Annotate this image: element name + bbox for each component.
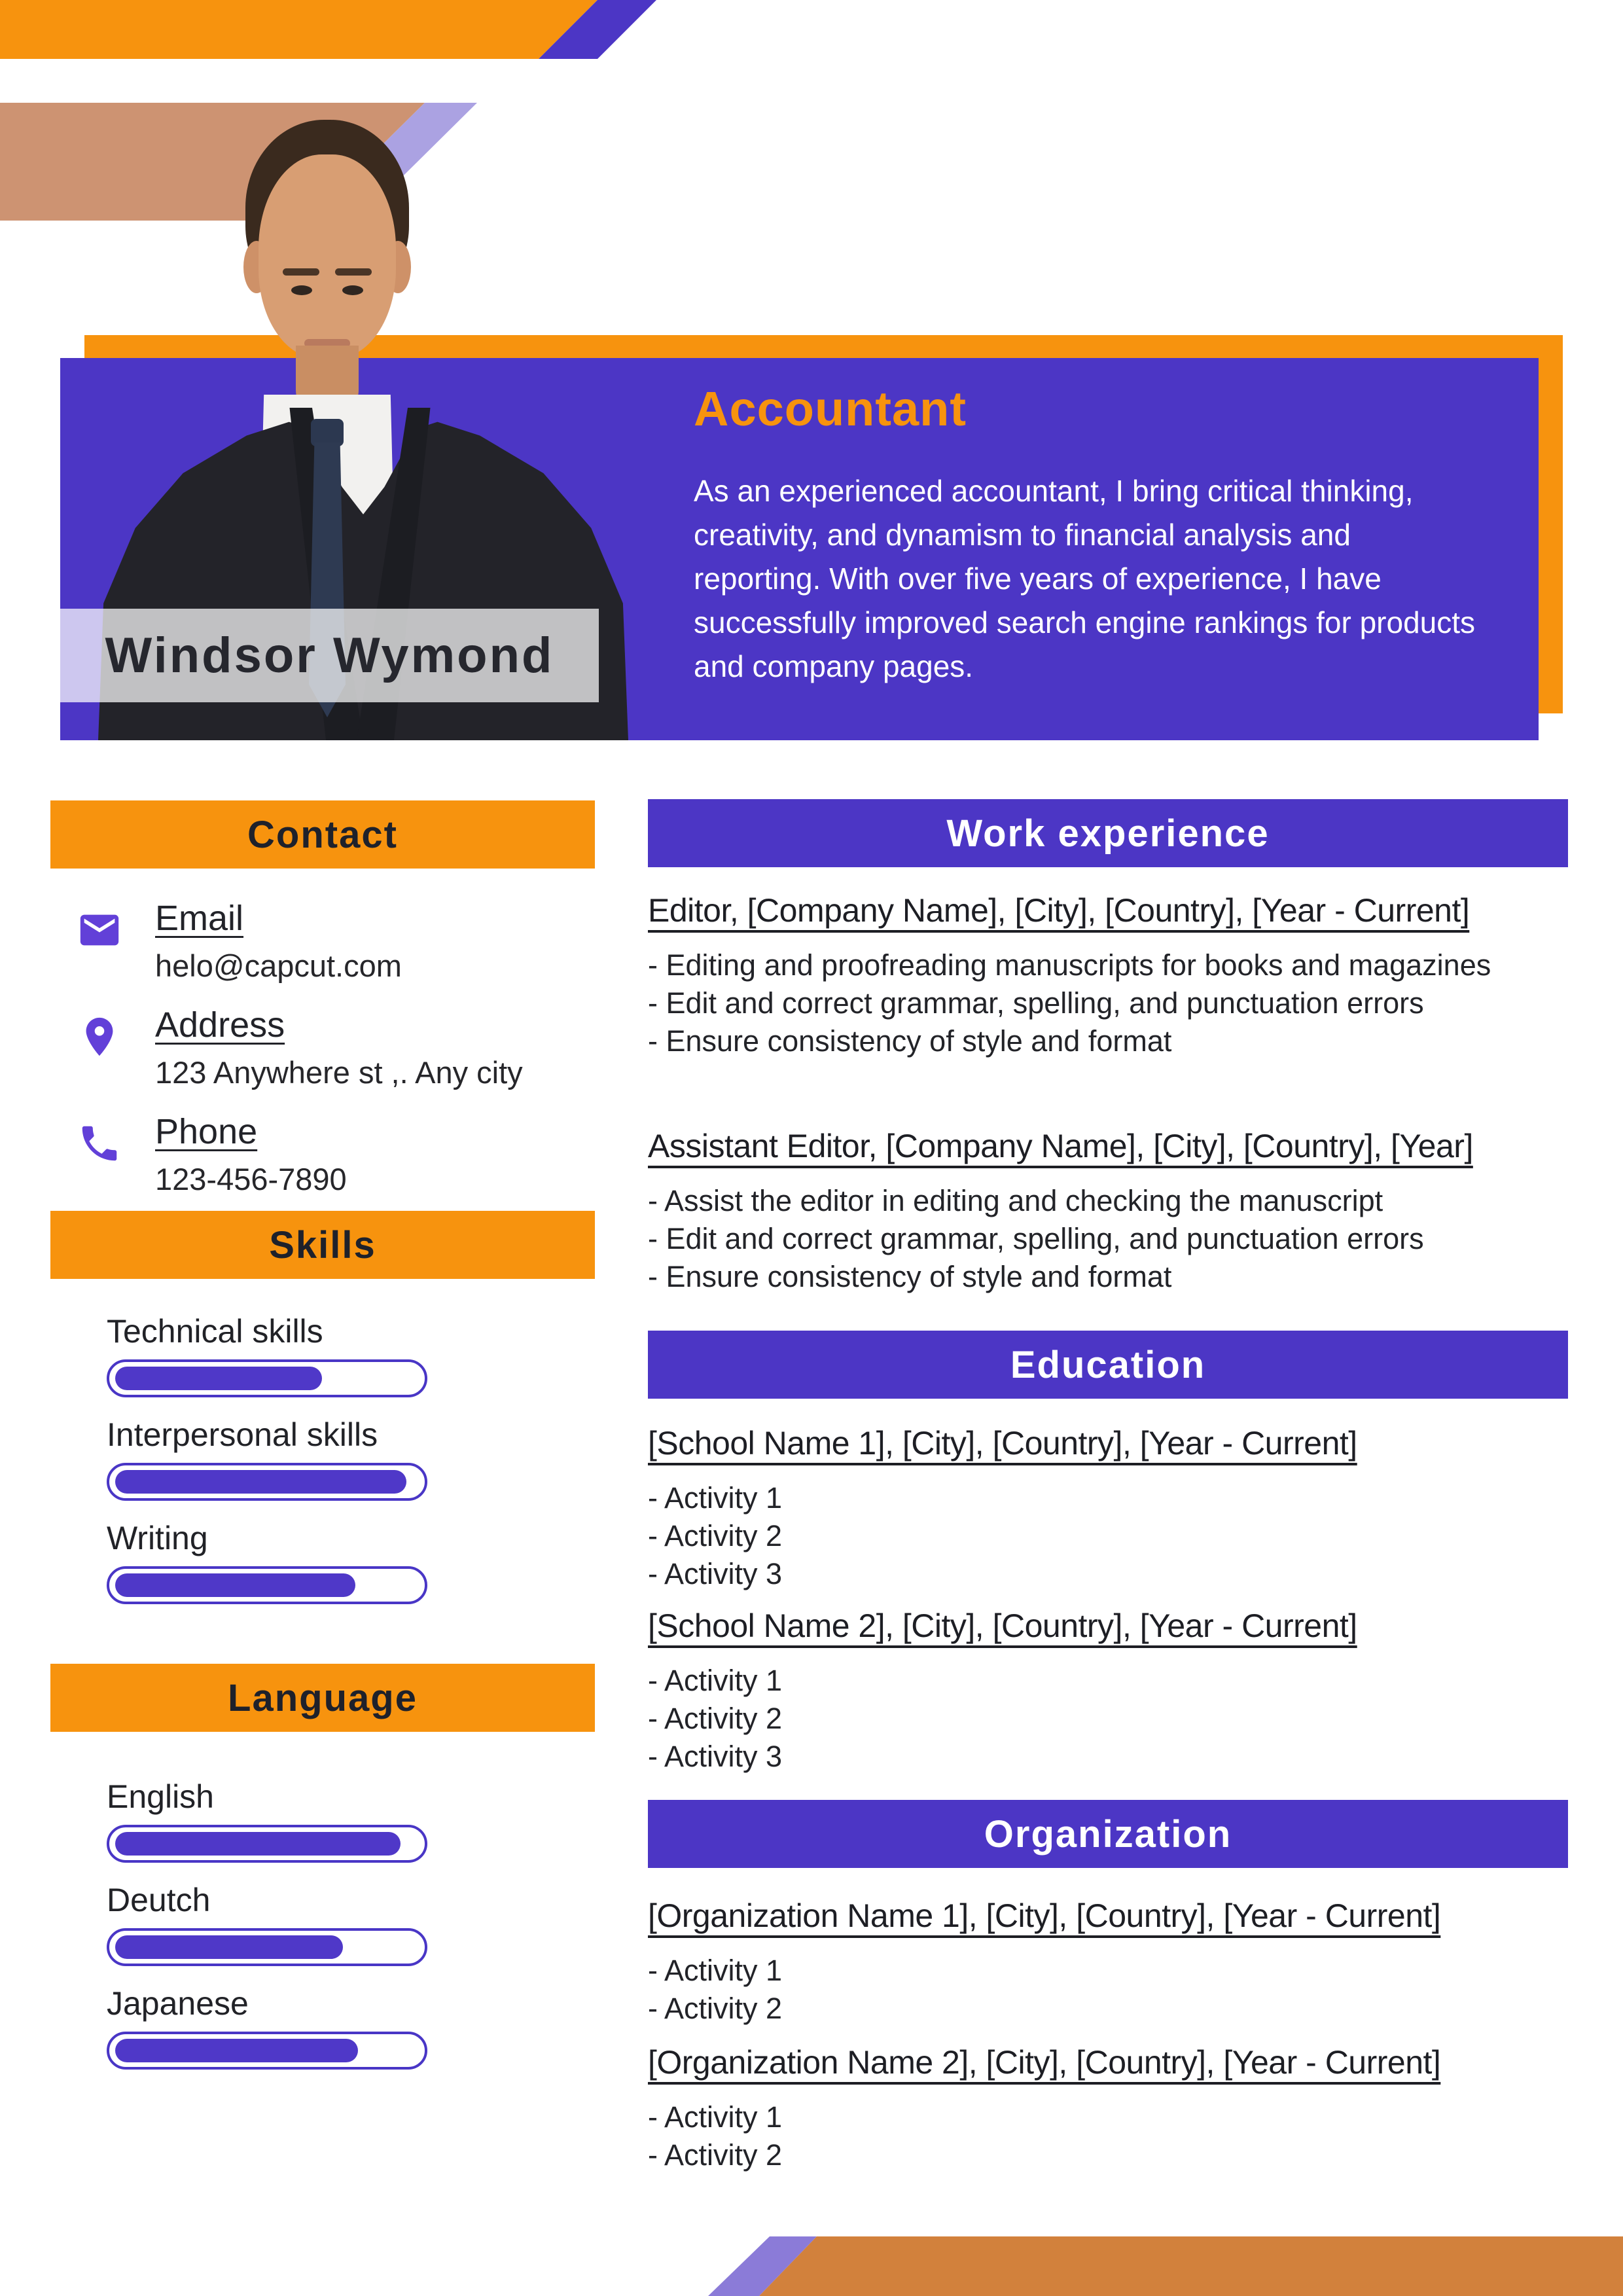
progress-fill	[115, 2039, 358, 2062]
contact-value: 123-456-7890	[155, 1162, 347, 1196]
work-entry	[648, 1127, 1568, 1296]
bullet: - Activity 2	[648, 2138, 783, 2172]
entry-heading: [Organization Name 2], [City], [Country], [Year - Current]	[648, 2044, 1441, 2081]
section-bar-contact	[50, 800, 595, 869]
photo-eye	[291, 285, 312, 295]
contact-row-email	[77, 898, 587, 984]
bullet: - Activity 3	[648, 1740, 783, 1773]
language-label: English	[107, 1778, 214, 1815]
contact-label: Email	[155, 899, 244, 938]
entry-bullets	[648, 1662, 1568, 1776]
skill-item	[107, 1416, 434, 1501]
organization-entry	[648, 1897, 1568, 2028]
education-title: Education	[1010, 1343, 1206, 1386]
progress-fill	[115, 1470, 406, 1494]
progress-track	[107, 1825, 427, 1863]
photo-eyebrow	[335, 268, 372, 276]
bullet: - Activity 1	[648, 1954, 783, 1987]
language-item	[107, 1881, 434, 1966]
skill-label: Interpersonal skills	[107, 1416, 378, 1453]
language-label: Japanese	[107, 1985, 249, 2022]
profile-summary: As an experienced accountant, I bring critical thinking, creativity, and dynamism to financial analysis and reporting. With over five years of experience, I have successfully improved search engine rankings for products and company pages.	[694, 474, 1476, 683]
progress-fill	[115, 1832, 401, 1856]
location-icon	[77, 1014, 122, 1060]
language-list	[107, 1778, 434, 2088]
progress-fill	[115, 1935, 343, 1959]
entry-heading: [Organization Name 1], [City], [Country], [Year - Current]	[648, 1897, 1441, 1934]
bullet: - Ensure consistency of style and format	[648, 1260, 1172, 1293]
bullet: - Activity 1	[648, 2100, 783, 2134]
entry-bullets	[648, 2098, 1568, 2174]
name-strip	[60, 609, 599, 702]
skill-label: Technical skills	[107, 1313, 323, 1350]
section-bar-skills	[50, 1211, 595, 1279]
work-title: Work experience	[946, 812, 1270, 855]
bullet: - Assist the editor in editing and checking the manuscript	[648, 1184, 1383, 1217]
photo-eye	[342, 285, 363, 295]
contact-text	[155, 1111, 347, 1197]
work-entry	[648, 891, 1568, 1060]
contact-value: helo@capcut.com	[155, 948, 402, 983]
language-item	[107, 1984, 434, 2070]
language-item	[107, 1778, 434, 1863]
skills-list	[107, 1312, 434, 1623]
progress-track	[107, 1463, 427, 1501]
skill-item	[107, 1312, 434, 1397]
bullet: - Activity 2	[648, 1702, 783, 1735]
skills-title: Skills	[269, 1223, 376, 1266]
bullet: - Activity 1	[648, 1664, 783, 1697]
contact-value: 123 Anywhere st ,. Any city	[155, 1055, 523, 1090]
contact-text	[155, 1005, 523, 1090]
entry-bullets	[648, 946, 1568, 1060]
education-entry	[648, 1424, 1568, 1593]
contact-title: Contact	[247, 813, 398, 856]
language-title: Language	[228, 1676, 418, 1719]
bullet: - Edit and correct grammar, spelling, and punctuation errors	[648, 1222, 1424, 1255]
language-label: Deutch	[107, 1882, 211, 1918]
bullet: - Ensure consistency of style and format	[648, 1024, 1172, 1058]
bullet: - Edit and correct grammar, spelling, and punctuation errors	[648, 986, 1424, 1020]
section-bar-work-experience	[648, 799, 1568, 867]
skill-item	[107, 1519, 434, 1604]
organization-title: Organization	[984, 1812, 1232, 1856]
entry-heading: [School Name 2], [City], [Country], [Year - Current]	[648, 1607, 1357, 1644]
footer-orange-band	[0, 2236, 1623, 2296]
photo-tie-knot	[311, 419, 344, 446]
contact-row-address	[77, 1005, 587, 1090]
bullet: - Activity 2	[648, 1992, 783, 2025]
person-name: Windsor Wymond	[105, 628, 554, 683]
progress-track	[107, 1566, 427, 1604]
education-entry	[648, 1607, 1568, 1776]
section-bar-education	[648, 1331, 1568, 1399]
contact-label: Address	[155, 1005, 285, 1045]
progress-fill	[115, 1573, 355, 1597]
progress-track	[107, 1928, 427, 1966]
photo-face	[259, 154, 396, 359]
progress-track	[107, 1359, 427, 1397]
photo-eyebrow	[283, 268, 319, 276]
section-bar-language	[50, 1664, 595, 1732]
entry-heading: Editor, [Company Name], [City], [Country], [Year - Current]	[648, 892, 1470, 929]
contact-text	[155, 898, 402, 984]
organization-entry	[648, 2043, 1568, 2174]
entry-heading: Assistant Editor, [Company Name], [City], [Country], [Year]	[648, 1128, 1473, 1164]
contact-list	[77, 898, 587, 1218]
header-copy	[694, 381, 1499, 689]
bullet: - Activity 2	[648, 1519, 783, 1552]
entry-bullets	[648, 1479, 1568, 1593]
phone-icon	[77, 1121, 122, 1166]
entry-heading: [School Name 1], [City], [Country], [Year - Current]	[648, 1425, 1357, 1462]
bullet: - Editing and proofreading manuscripts for books and magazines	[648, 948, 1491, 982]
contact-row-phone	[77, 1111, 587, 1197]
progress-fill	[115, 1367, 322, 1390]
job-title: Accountant	[694, 382, 967, 436]
bullet: - Activity 1	[648, 1481, 783, 1515]
entry-bullets	[648, 1182, 1568, 1296]
skill-label: Writing	[107, 1520, 208, 1556]
contact-label: Phone	[155, 1112, 258, 1151]
progress-track	[107, 2032, 427, 2070]
section-bar-organization	[648, 1800, 1568, 1868]
entry-bullets	[648, 1952, 1568, 2028]
email-icon	[77, 907, 122, 953]
bullet: - Activity 3	[648, 1557, 783, 1590]
